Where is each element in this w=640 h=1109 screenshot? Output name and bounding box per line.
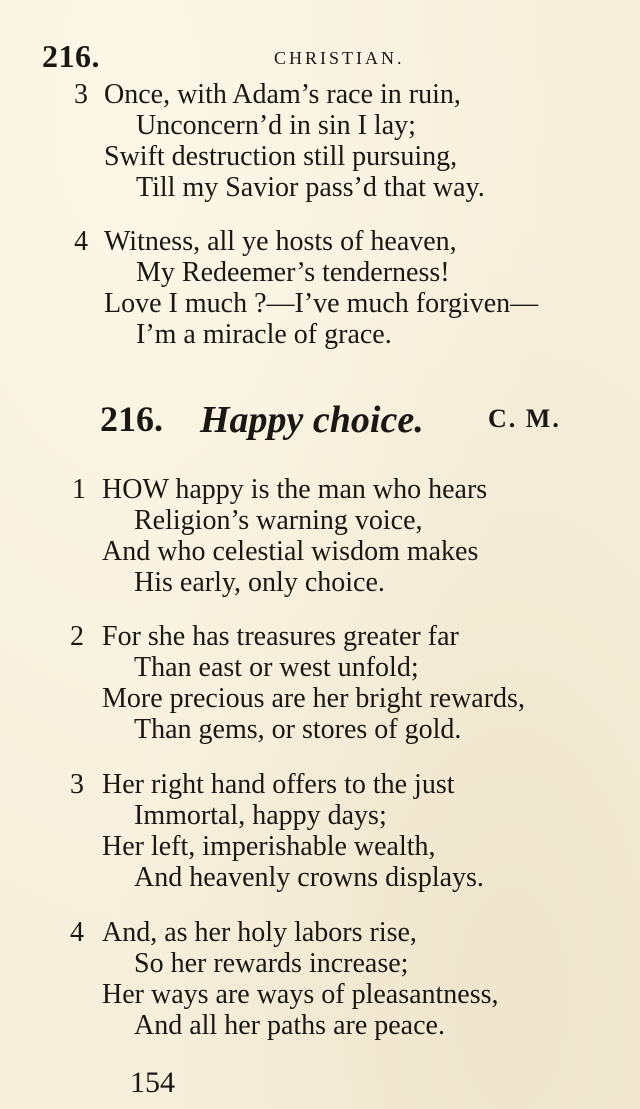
stanza-line: Unconcern’d in sin I lay; xyxy=(136,110,416,141)
stanza-line: And heavenly crowns displays. xyxy=(134,862,484,893)
stanza-line: Witness, all ye hosts of heaven, xyxy=(104,226,457,257)
stanza-line: Once, with Adam’s race in ruin, xyxy=(104,79,461,110)
stanza-line: My Redeemer’s tenderness! xyxy=(136,257,450,288)
stanza-number: 3 xyxy=(74,79,88,110)
stanza-line: And, as her holy labors rise, xyxy=(102,917,417,948)
running-head xyxy=(42,38,602,78)
hymn-meter: C. M. xyxy=(488,404,561,433)
running-head-page-number: 216. xyxy=(42,38,100,74)
stanza-line: Swift destruction still pursuing, xyxy=(104,141,458,172)
stanza-line: So her rewards increase; xyxy=(134,948,409,979)
stanza-line: Than gems, or stores of gold. xyxy=(134,714,462,745)
stanza-line: His early, only choice. xyxy=(134,567,385,598)
stanza-line: Till my Savior pass’d that way. xyxy=(136,172,485,203)
stanza-line: Immortal, happy days; xyxy=(134,800,387,831)
stanza-line: Than east or west unfold; xyxy=(134,652,419,683)
stanza-number: 4 xyxy=(70,917,84,948)
stanza-line: Her left, imperishable wealth, xyxy=(102,831,436,862)
stanza-line: Her ways are ways of pleasantness, xyxy=(102,979,499,1010)
stanza-line: And who celestial wisdom makes xyxy=(102,536,479,567)
stanza-line: More precious are her bright rewards, xyxy=(102,683,525,714)
stanza-number: 4 xyxy=(74,226,88,257)
stanza-line: Her right hand offers to the just xyxy=(102,769,455,800)
hymn-number: 216. xyxy=(100,399,163,439)
stanza-line: Religion’s warning voice, xyxy=(134,505,423,536)
stanza-number: 3 xyxy=(70,769,84,800)
footer-page-number: 154 xyxy=(130,1066,175,1099)
stanza-number: 2 xyxy=(70,621,84,652)
stanza-line: Love I much ?—I’ve much forgiven— xyxy=(104,288,539,319)
stanza-line: For she has treasures greater far xyxy=(102,621,459,652)
stanza-line: HOW happy is the man who hears xyxy=(102,474,488,505)
stanza-line: I’m a miracle of grace. xyxy=(136,319,392,350)
running-head-title: CHRISTIAN. xyxy=(274,48,405,68)
hymn-heading xyxy=(92,398,612,442)
stanza-line: And all her paths are peace. xyxy=(134,1010,445,1041)
stanza-number: 1 xyxy=(72,474,86,505)
hymn-title: Happy choice. xyxy=(200,399,424,441)
